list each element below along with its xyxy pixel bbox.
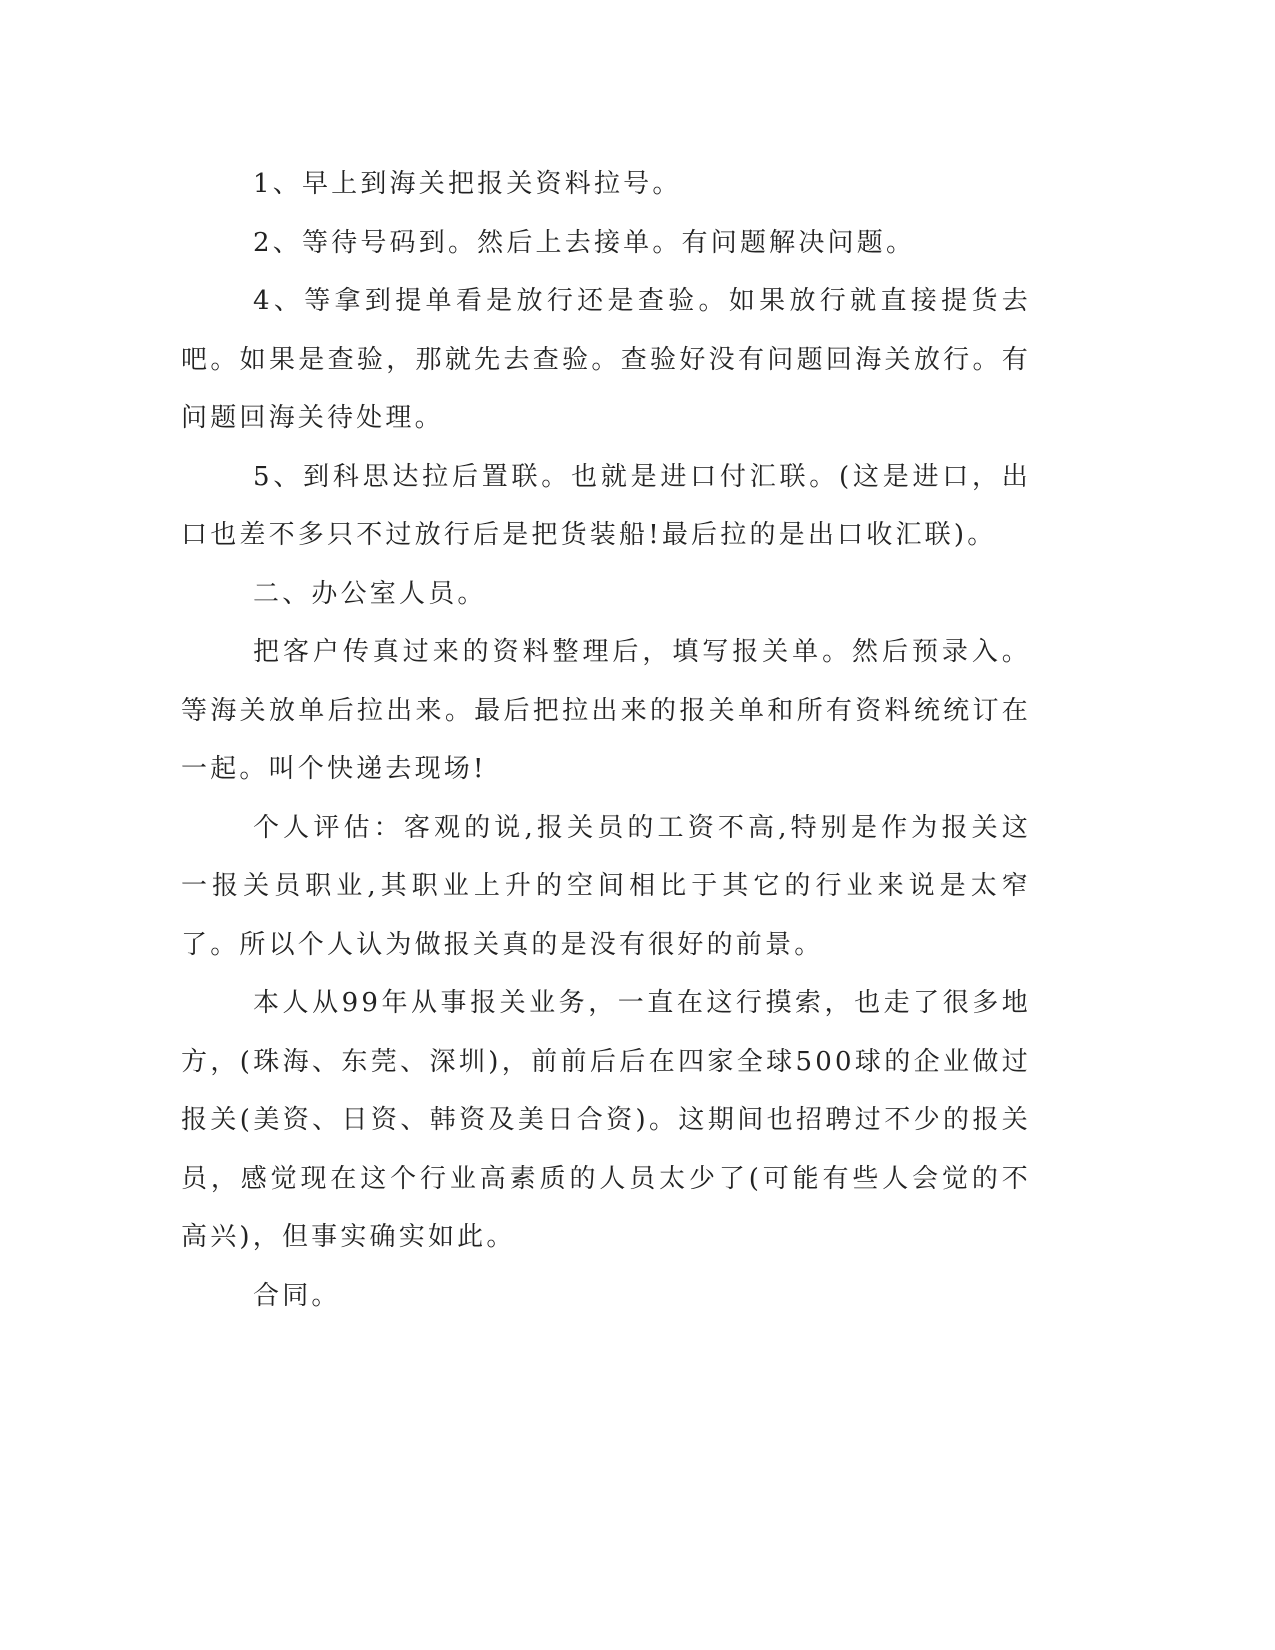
paragraph-office-duties: 把客户传真过来的资料整理后，填写报关单。然后预录入。等海关放单后拉出来。最后把拉出来的报关单和所有资料统统订在一起。叫个快递去现场!: [181, 637, 1031, 784]
paragraph-step-2: 2、等待号码到。然后上去接单。有问题解决问题。: [253, 227, 916, 258]
paragraph-step-4: 4、等拿到提单看是放行还是查验。如果放行就直接提货去吧。如果是查验，那就先去查验。查验好没有问题回海关放行。有问题回海关待处理。: [181, 286, 1031, 433]
paragraph-experience: 本人从99年从事报关业务，一直在这行摸索，也走了很多地方，(珠海、东莞、深圳)，前前后后在四家全球500球的企业做过报关(美资、日资、韩资及美日合资)。这期间也招聘过不少的报关员，感觉现在这个行业高素质的人员太少了(可能有些人会觉的不高兴)，但事实确实如此。: [181, 988, 1031, 1252]
paragraph-contract: 合同。: [253, 1280, 341, 1311]
paragraph-step-5: 5、到科思达拉后置联。也就是进口付汇联。(这是进口，出口也差不多只不过放行后是把货装船!最后拉的是出口收汇联)。: [181, 461, 1031, 550]
paragraph-step-1: 1、早上到海关把报关资料拉号。: [253, 169, 682, 199]
section-heading-office-staff: 二、办公室人员。: [253, 578, 487, 609]
document-body: [181, 155, 1031, 1325]
paragraph-personal-assessment: 个人评估：客观的说,报关员的工资不高,特别是作为报关这一报关员职业,其职业上升的空间相比于其它的行业来说是太窄了。所以个人认为做报关真的是没有很好的前景。: [181, 812, 1031, 960]
